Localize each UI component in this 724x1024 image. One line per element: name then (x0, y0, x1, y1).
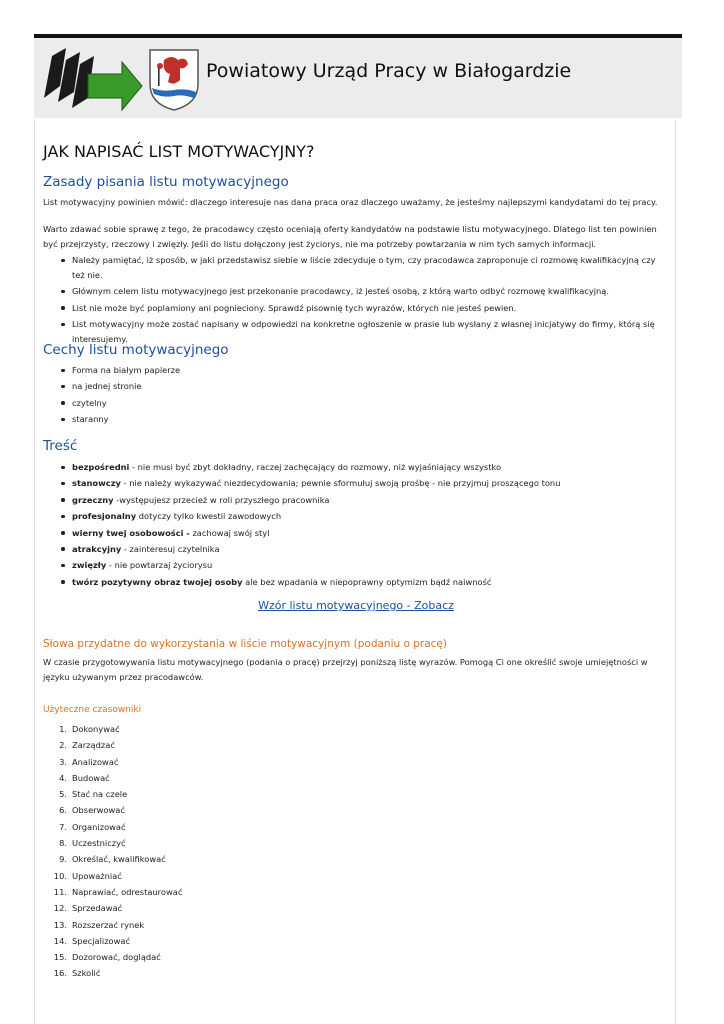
content-list (43, 460, 663, 591)
list-item (43, 460, 663, 475)
list-item: Głównym celem listu motywacyjnego jest przekonanie pracodawcy, iż jesteś osobą, z którą warto odbyć rozmowę kwalifikacyjną. (43, 284, 663, 299)
item-text: zachowaj swój styl (189, 527, 270, 538)
item-number: 5. (59, 789, 67, 800)
item-number: 13. (53, 919, 67, 930)
item-text: Zarządzać (72, 740, 115, 751)
list-item (43, 755, 182, 770)
rules-paragraph-2: Warto zdawać sobie sprawę z tego, że pracodawcy często oceniają oferty kandydatów na podstawie listu motywacyjnego. Dlatego list ten powinien być przejrzysty, rzeczowy i zwięzły. Jeśli do listu dołączony jest życiorys, nie ma potrzeby powtarzania w nim tych samych informacji. (43, 224, 657, 249)
item-text: dotyczy tylko kwestii zawodowych (136, 511, 282, 522)
list-item (43, 738, 182, 753)
item-text: Dokonywać (72, 724, 120, 734)
item-text: Analizować (72, 756, 119, 767)
list-item (43, 575, 663, 590)
article-content (34, 120, 676, 1024)
item-text: - nie powtarzaj życiorysu (106, 560, 213, 571)
item-text: Naprawiać, odrestaurować (72, 886, 183, 897)
item-number: 3. (59, 756, 67, 767)
item-number: 11. (53, 886, 67, 897)
item-text: Określać, kwalifikować (72, 854, 166, 865)
item-term: bezpośredni (72, 462, 130, 472)
item-text: Stać na czele (72, 789, 128, 800)
features-list (43, 363, 663, 429)
list-item (43, 885, 182, 900)
item-number: 1. (59, 724, 67, 734)
site-title: Powiatowy Urząd Pracy w Białogardzie (206, 60, 572, 82)
site-header (34, 34, 682, 118)
arrows-logo-icon (36, 46, 144, 112)
list-item (43, 918, 182, 933)
list-item (43, 820, 182, 835)
item-term: grzeczny (72, 494, 114, 505)
item-number: 8. (59, 838, 67, 849)
section-heading-content: Treść (43, 438, 78, 454)
list-item (43, 542, 663, 557)
list-item (43, 803, 182, 818)
item-number: 9. (59, 854, 67, 865)
list-item (43, 852, 182, 867)
list-item (43, 558, 663, 573)
item-number: 12. (53, 903, 67, 914)
item-number: 14. (53, 935, 67, 946)
list-item (43, 934, 182, 949)
item-text: Specjalizować (72, 935, 131, 946)
item-text: - nie musi być zbyt dokładny, raczej zachęcający do rozmowy, niż wyjaśniający wszystko (129, 462, 502, 472)
sample-letter-link[interactable]: Wzór listu motywacyjnego - Zobacz (258, 599, 454, 612)
item-term: stanowczy (72, 478, 121, 489)
verbs-list (43, 722, 182, 983)
rules-paragraph-1: List motywacyjny powinien mówić: dlaczego interesuje nas dana praca oraz dlaczego uważamy, że jesteśmy najlepszymi kandydatami do tej pracy. (43, 197, 658, 207)
section-heading-useful-words: Słowa przydatne do wykorzystania w liście motywacyjnym (podaniu o pracę) (43, 638, 447, 650)
item-term: wierny twej osobowości - (72, 527, 190, 538)
item-text: Sprzedawać (72, 903, 123, 914)
item-term: zwięzły (72, 560, 107, 571)
item-text: Szkolić (72, 968, 101, 979)
list-item (43, 526, 663, 541)
item-text: Organizować (72, 821, 126, 832)
list-item (43, 966, 182, 981)
rules-list (43, 253, 663, 349)
list-item (43, 476, 663, 491)
list-item: na jednej stronie (43, 379, 663, 394)
section-heading-features: Cechy listu motywacyjnego (43, 342, 229, 358)
item-text: Uczestniczyć (72, 838, 126, 849)
item-text: Dozorować, doglądać (72, 952, 161, 963)
item-text: Obserwować (72, 805, 125, 816)
list-item (43, 493, 663, 508)
list-item (43, 950, 182, 965)
list-item (43, 771, 182, 786)
item-term: profesjonalny (72, 511, 137, 522)
list-item: List motywacyjny może zostać napisany w odpowiedzi na konkretne ogłoszenie w prasie lub wysłany z własnej inicjatywy do firmy, którą się interesujemy. (43, 317, 663, 347)
item-text: ale bez wpadania w niepoprawny optymizm bądź naiwność (242, 576, 492, 587)
section-heading-rules: Zasady pisania listu motywacyjnego (43, 174, 289, 190)
item-number: 10. (53, 870, 67, 881)
item-text: - nie należy wykazywać niezdecydowania; pewnie sformułuj swoją prośbę - nie przyjmuj proszącego tonu (120, 478, 561, 489)
item-term: twórz pozytywny obraz twojej osoby (72, 576, 243, 587)
item-number: 4. (59, 772, 67, 783)
list-item (43, 901, 182, 916)
item-number: 2. (59, 740, 67, 751)
item-number: 7. (59, 821, 67, 832)
list-item: Należy pamiętać, iż sposób, w jaki przedstawisz siebie w liście zdecyduje o tym, czy pracodawca zaproponuje ci rozmowę kwalifikacyjną czy też nie. (43, 253, 663, 283)
coat-of-arms-icon (146, 46, 202, 112)
useful-verbs-subheading: Użyteczne czasowniki (43, 705, 142, 715)
item-text: Budować (72, 772, 110, 783)
useful-words-paragraph: W czasie przygotowywania listu motywacyjnego (podania o pracę) przejrzyj poniższą listę wyrazów. Pomogą Ci one określić swoje umiejętności w języku używanym przez pracodawców. (43, 657, 648, 682)
item-text: Upoważniać (72, 870, 122, 881)
list-item: staranny (43, 412, 663, 427)
list-item (43, 869, 182, 884)
page-title: JAK NAPISAĆ LIST MOTYWACYJNY? (43, 142, 315, 161)
list-item: List nie może być poplamiony ani pognieciony. Sprawdź pisownię tych wyrazów, których nie jesteś pewien. (43, 301, 663, 316)
item-number: 6. (59, 805, 67, 816)
list-item: Forma na białym papierze (43, 363, 663, 378)
list-item (43, 509, 663, 524)
list-item (43, 787, 182, 802)
list-item: czytelny (43, 396, 663, 411)
item-text: -występujesz przecież w roli przyszłego pracownika (113, 494, 330, 505)
item-text: - zainteresuj czytelnika (121, 543, 220, 554)
list-item (43, 836, 182, 851)
item-text: Rozszerzać rynek (72, 919, 145, 930)
item-number: 16. (53, 968, 67, 979)
list-item (43, 722, 182, 737)
item-term: atrakcyjny (72, 543, 122, 554)
item-number: 15. (53, 952, 67, 963)
